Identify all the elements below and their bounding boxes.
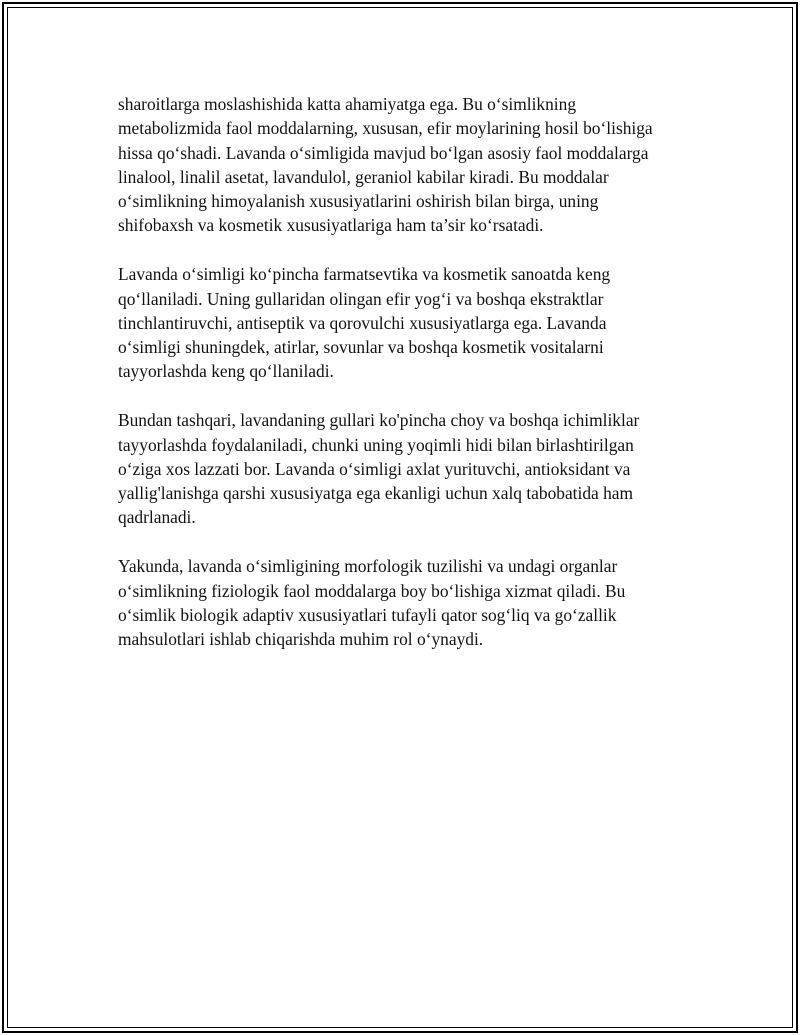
text-line: o‘ziga xos lazzati bor. Lavanda o‘simligi axlat yurituvchi, antioksidant va <box>118 458 631 479</box>
text-line: linalool, linalil asetat, lavandulol, geraniol kabilar kiradi. Bu moddalar <box>118 166 609 187</box>
paragraph-4 <box>118 554 688 651</box>
text-line: o‘simligi shuningdek, atirlar, sovunlar va boshqa kosmetik vositalarni <box>118 337 604 358</box>
text-line: tayyorlashda keng qo‘llaniladi. <box>118 361 334 382</box>
text-line: mahsulotlari ishlab chiqarishda muhim rol o‘ynaydi. <box>118 629 484 650</box>
text-line: qo‘llaniladi. Uning gullaridan olingan efir yog‘i va boshqa ekstraktlar <box>118 288 604 309</box>
paragraph-1 <box>118 92 688 238</box>
paragraph-2 <box>118 262 688 383</box>
document-body <box>118 92 688 676</box>
paragraph-3 <box>118 408 688 529</box>
text-line: metabolizmida faol moddalarning, xususan, efir moylarining hosil bo‘lishiga <box>118 118 653 139</box>
text-line: Yakunda, lavanda o‘simligining morfologik tuzilishi va undagi organlar <box>118 556 618 577</box>
text-line: o‘simlikning himoyalanish xususiyatlarini oshirish bilan birga, uning <box>118 191 599 212</box>
text-line: qadrlanadi. <box>118 507 196 528</box>
text-line: shifobaxsh va kosmetik xususiyatlariga ham ta’sir ko‘rsatadi. <box>118 215 544 236</box>
text-line: o‘simlikning fiziologik faol moddalarga boy bo‘lishiga xizmat qiladi. Bu <box>118 580 626 601</box>
text-line: yallig'lanishga qarshi xususiyatga ega ekanligi uchun xalq tabobatida ham <box>118 483 634 504</box>
text-line: sharoitlarga moslashishida katta ahamiyatga ega. Bu o‘simlikning <box>118 94 577 114</box>
text-line: tayyorlashda foydalaniladi, chunki uning yoqimli hidi bilan birlashtirilgan <box>118 434 634 455</box>
text-line: Lavanda o‘simligi ko‘pincha farmatsevtika va kosmetik sanoatda keng <box>118 264 611 285</box>
text-line: hissa qo‘shadi. Lavanda o‘simligida mavjud bo‘lgan asosiy faol moddalarga <box>118 142 649 163</box>
text-line: tinchlantiruvchi, antiseptik va qorovulchi xususiyatlarga ega. Lavanda <box>118 312 607 333</box>
text-line: o‘simlik biologik adaptiv xususiyatlari tufayli qator sog‘liq va go‘zallik <box>118 604 617 625</box>
text-line: Bundan tashqari, lavandaning gullari ko'pincha choy va boshqa ichimliklar <box>118 410 640 431</box>
